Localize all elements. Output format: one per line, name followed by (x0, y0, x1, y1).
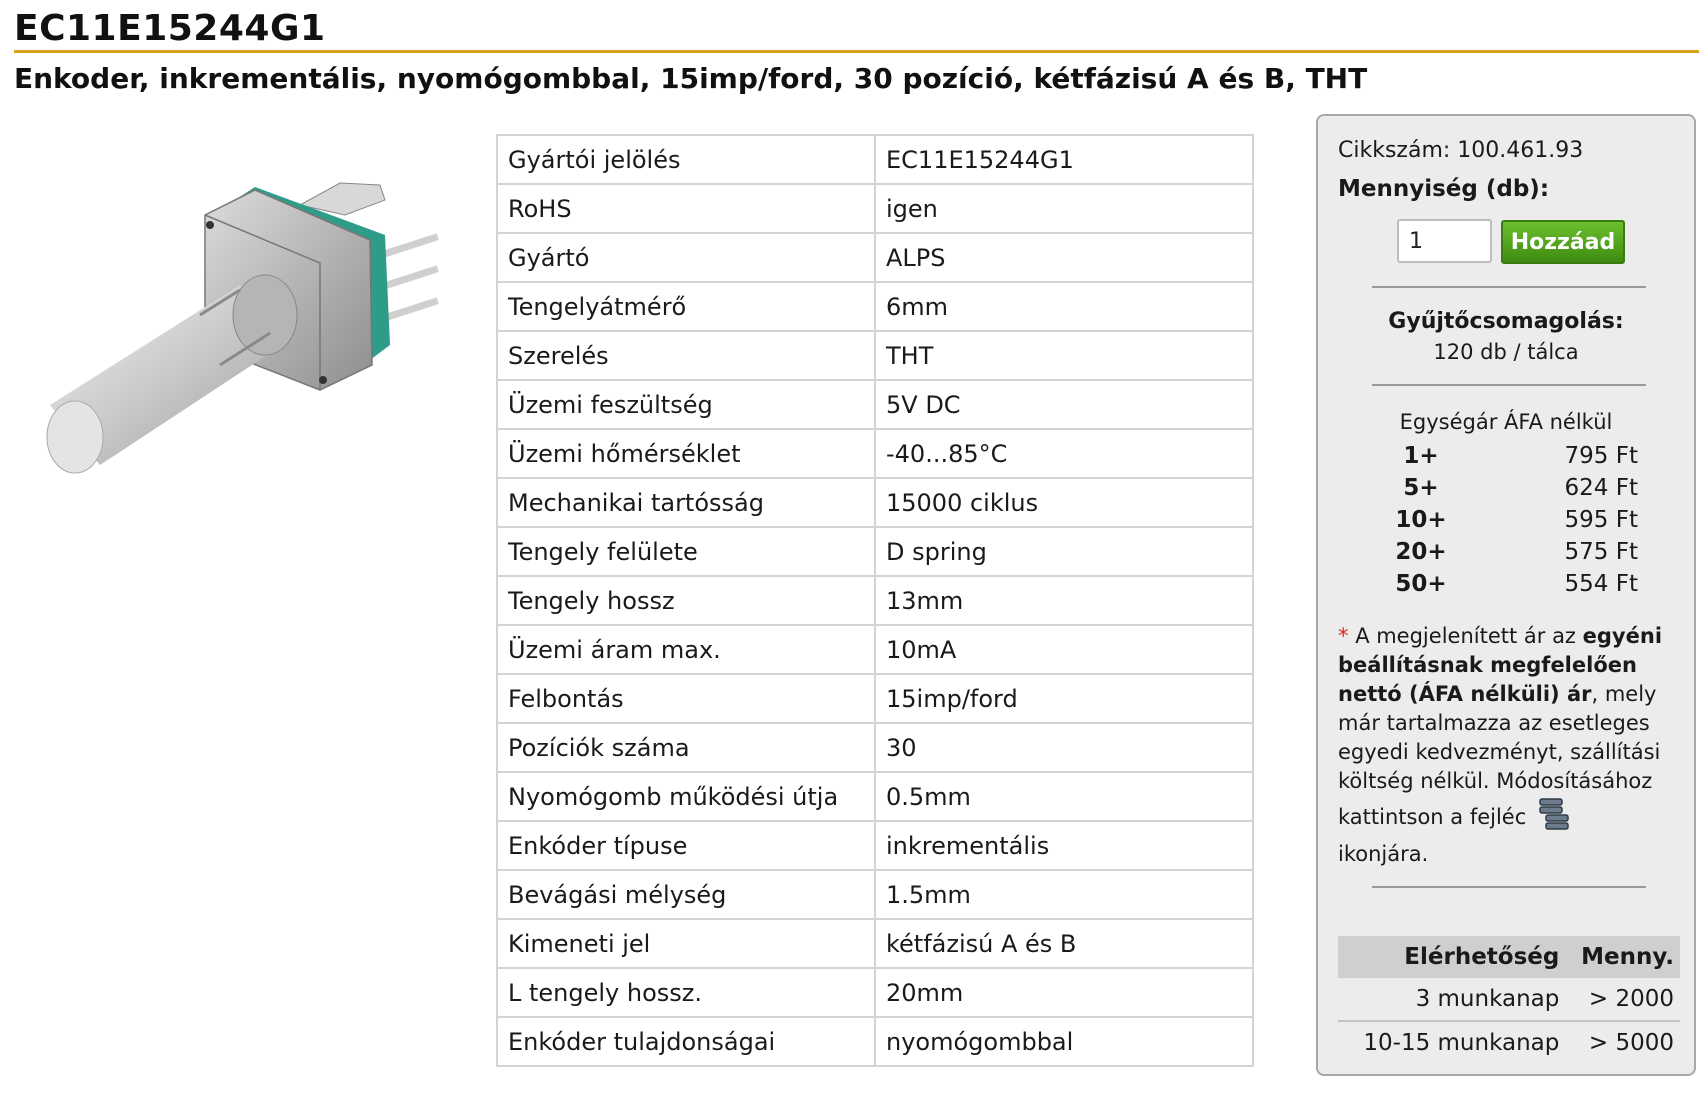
spec-value: nyomógombbal (875, 1017, 1253, 1066)
spec-value: igen (875, 184, 1253, 233)
spec-row (497, 919, 1253, 968)
availability-row (1338, 978, 1680, 1021)
note-asterisk: * (1338, 624, 1349, 648)
availability-time: 10-15 munkanap (1363, 1030, 1560, 1056)
spec-label: Enkóder típuse (497, 821, 875, 870)
divider (1372, 886, 1646, 888)
note-text: ikonjára. (1338, 842, 1429, 866)
spec-row (497, 821, 1253, 870)
spec-value: 15imp/ford (875, 674, 1253, 723)
quantity-input[interactable] (1397, 219, 1492, 263)
quantity-header: Menny. (1565, 936, 1680, 978)
availability-table (1338, 936, 1680, 1064)
spec-label: Pozíciók száma (497, 723, 875, 772)
price-row (1388, 571, 1638, 603)
article-number: Cikkszám: 100.461.93 (1338, 138, 1584, 163)
price-value: 624 Ft (1564, 475, 1638, 501)
spec-label: Mechanikai tartósság (497, 478, 875, 527)
spec-value: 13mm (875, 576, 1253, 625)
note-bold-text: egyéni beállításnak megfelelően nettó (ÁFA nélküli) ár (1338, 624, 1663, 706)
spec-label: Üzemi hőmérséklet (497, 429, 875, 478)
coins-icon[interactable] (1537, 796, 1571, 840)
availability-header: Elérhetőség (1338, 936, 1565, 978)
note-text: , mely már tartalmazza az esetleges egyedi kedvezményt, szállítási költség nélkül. Módosításához kattintson a fejléc (1338, 682, 1661, 829)
title-underline (14, 50, 1699, 53)
spec-row (497, 527, 1253, 576)
spec-label: Nyomógomb működési útja (497, 772, 875, 821)
price-row (1388, 539, 1638, 571)
price-title: Egységár ÁFA nélkül (1399, 410, 1613, 434)
spec-label: Szerelés (497, 331, 875, 380)
spec-label: Üzemi áram max. (497, 625, 875, 674)
price-qty: 10+ (1395, 507, 1447, 533)
price-qty: 20+ (1395, 539, 1447, 565)
spec-value: 10mA (875, 625, 1253, 674)
spec-row (497, 1017, 1253, 1066)
spec-value: -40...85°C (875, 429, 1253, 478)
spec-row (497, 233, 1253, 282)
spec-label: Tengelyátmérő (497, 282, 875, 331)
packaging-value: 120 db / tálca (1433, 340, 1579, 364)
spec-row (497, 331, 1253, 380)
spec-label: L tengely hossz. (497, 968, 875, 1017)
price-value: 795 Ft (1564, 443, 1638, 469)
spec-label: Tengely felülete (497, 527, 875, 576)
spec-label: Felbontás (497, 674, 875, 723)
page-title: EC11E15244G1 (14, 8, 326, 49)
price-qty: 50+ (1395, 571, 1447, 597)
spec-row (497, 674, 1253, 723)
spec-value: 1.5mm (875, 870, 1253, 919)
availability-qty: > 2000 (1565, 978, 1680, 1021)
availability-time: 3 munkanap (1338, 978, 1565, 1021)
spec-label: Gyártói jelölés (497, 135, 875, 184)
spec-label: Bevágási mélység (497, 870, 875, 919)
divider (1372, 286, 1646, 288)
spec-value: THT (875, 331, 1253, 380)
spec-row (497, 184, 1253, 233)
spec-label: Enkóder tulajdonságai (497, 1017, 875, 1066)
spec-label: Kimeneti jel (497, 919, 875, 968)
spec-value: 20mm (875, 968, 1253, 1017)
spec-value: kétfázisú A és B (875, 919, 1253, 968)
spec-row (497, 380, 1253, 429)
price-value: 554 Ft (1564, 571, 1638, 597)
spec-label: RoHS (497, 184, 875, 233)
packaging-title: Gyűjtőcsomagolás: (1388, 309, 1624, 334)
spec-row (497, 478, 1253, 527)
spec-row (497, 870, 1253, 919)
spec-value: 5V DC (875, 380, 1253, 429)
spec-row (497, 429, 1253, 478)
availability-qty: > 5000 (1588, 1030, 1674, 1056)
availability-row (1338, 1021, 1680, 1064)
price-value: 595 Ft (1564, 507, 1638, 533)
price-row (1388, 443, 1638, 475)
specs-table (496, 134, 1254, 1067)
spec-value: 15000 ciklus (875, 478, 1253, 527)
product-description: Enkoder, inkrementális, nyomógombbal, 15imp/ford, 30 pozíció, kétfázisú A és B, THT (14, 62, 1368, 95)
spec-row (497, 968, 1253, 1017)
spec-row (497, 135, 1253, 184)
note-text: A megjelenített ár az (1355, 624, 1576, 648)
spec-row (497, 625, 1253, 674)
spec-row (497, 772, 1253, 821)
spec-label: Üzemi feszültség (497, 380, 875, 429)
spec-value: D spring (875, 527, 1253, 576)
spec-value: 6mm (875, 282, 1253, 331)
price-row (1388, 507, 1638, 539)
divider (1372, 384, 1646, 386)
spec-label: Gyártó (497, 233, 875, 282)
spec-row (497, 282, 1253, 331)
price-qty: 1+ (1403, 443, 1439, 469)
spec-value: 0.5mm (875, 772, 1253, 821)
product-image[interactable] (40, 175, 470, 525)
quantity-label: Mennyiség (db): (1338, 176, 1550, 202)
spec-row (497, 576, 1253, 625)
spec-value: 30 (875, 723, 1253, 772)
spec-value: EC11E15244G1 (875, 135, 1253, 184)
spec-value: inkrementális (875, 821, 1253, 870)
price-note (1338, 622, 1688, 869)
spec-row (497, 723, 1253, 772)
price-qty: 5+ (1403, 475, 1439, 501)
buy-box (1316, 114, 1696, 1076)
spec-value: ALPS (875, 233, 1253, 282)
price-value: 575 Ft (1564, 539, 1638, 565)
price-row (1388, 475, 1638, 507)
spec-label: Tengely hossz (497, 576, 875, 625)
add-to-cart-button[interactable]: Hozzáad (1501, 220, 1625, 264)
